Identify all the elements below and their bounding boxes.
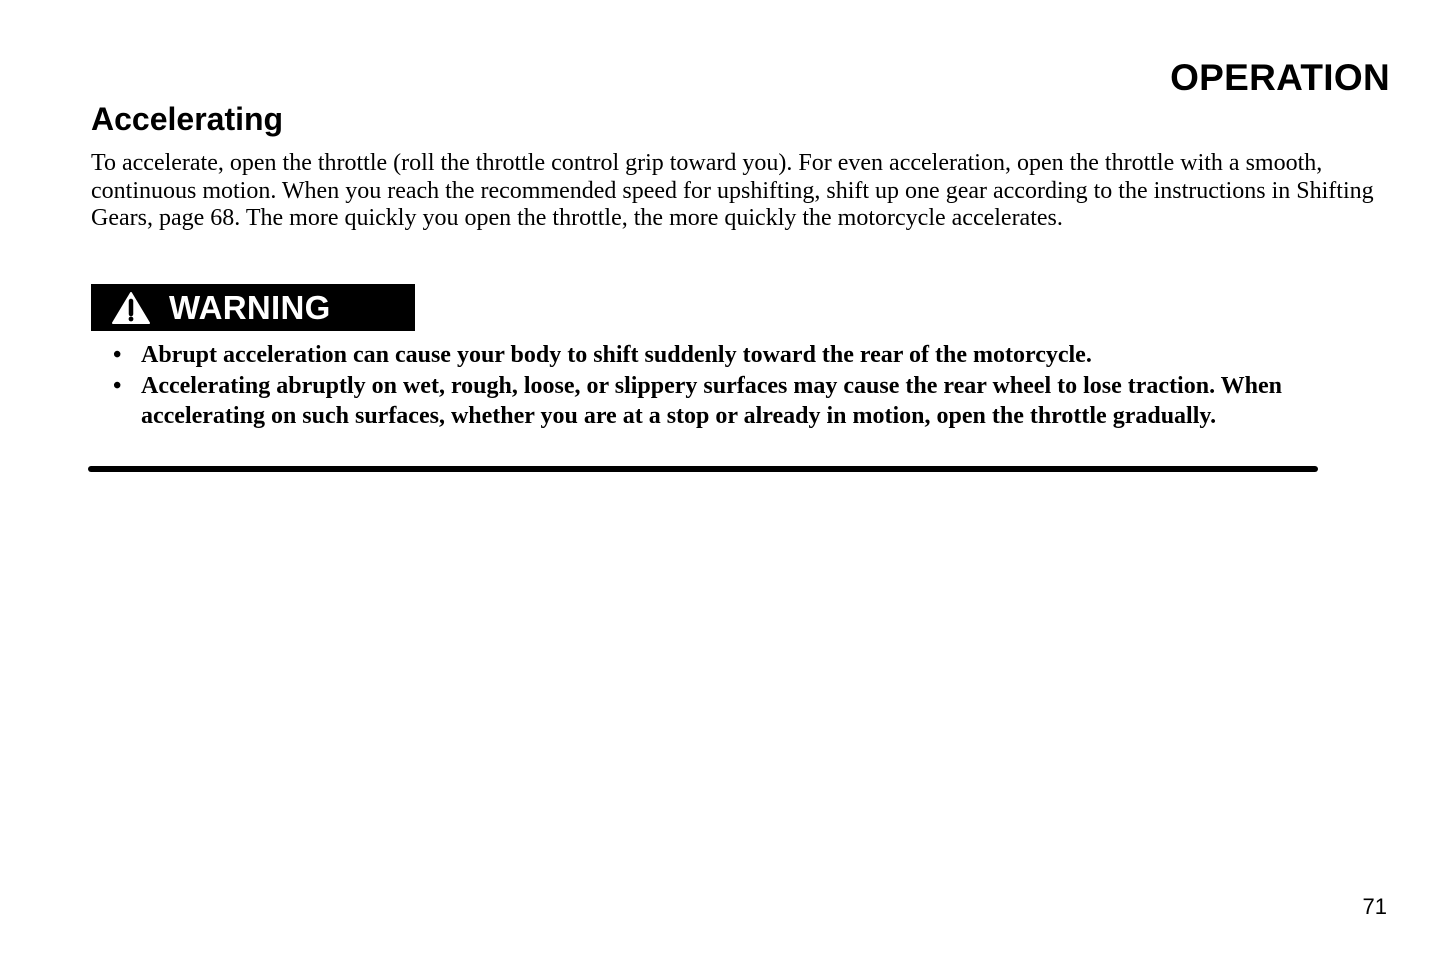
warning-item-text: Accelerating abruptly on wet, rough, loose, or slippery surfaces may cause the rear wheel to lose traction. When accelerating on such surfaces, whether you are at a stop or already in motion, open the throttle gradually. [141, 372, 1282, 429]
page-title: Accelerating [91, 101, 284, 137]
warning-item [113, 371, 1323, 432]
body-paragraph: To accelerate, open the throttle (roll the throttle control grip toward you). For even acceleration, open the throttle with a smooth, continuous motion. When you reach the recommended speed for upshifting, shift up one gear according to the instructions in Shifting Gears, page 68. The more quickly you open the throttle, the more quickly the motorcycle accelerates. [91, 150, 1374, 231]
bullet: • [113, 372, 122, 399]
divider-rule [88, 466, 1318, 472]
warning-list [113, 340, 1323, 432]
page-number: 71 [1362, 894, 1387, 919]
warning-banner [91, 284, 415, 331]
warning-triangle-icon [111, 291, 151, 325]
bullet: • [113, 342, 122, 368]
warning-item [113, 340, 1323, 371]
section-header: OPERATION [1170, 57, 1390, 98]
warning-label: WARNING [169, 288, 331, 326]
warning-item-text: Abrupt acceleration can cause your body to shift suddenly toward the rear of the motorcycle. [141, 342, 1092, 368]
